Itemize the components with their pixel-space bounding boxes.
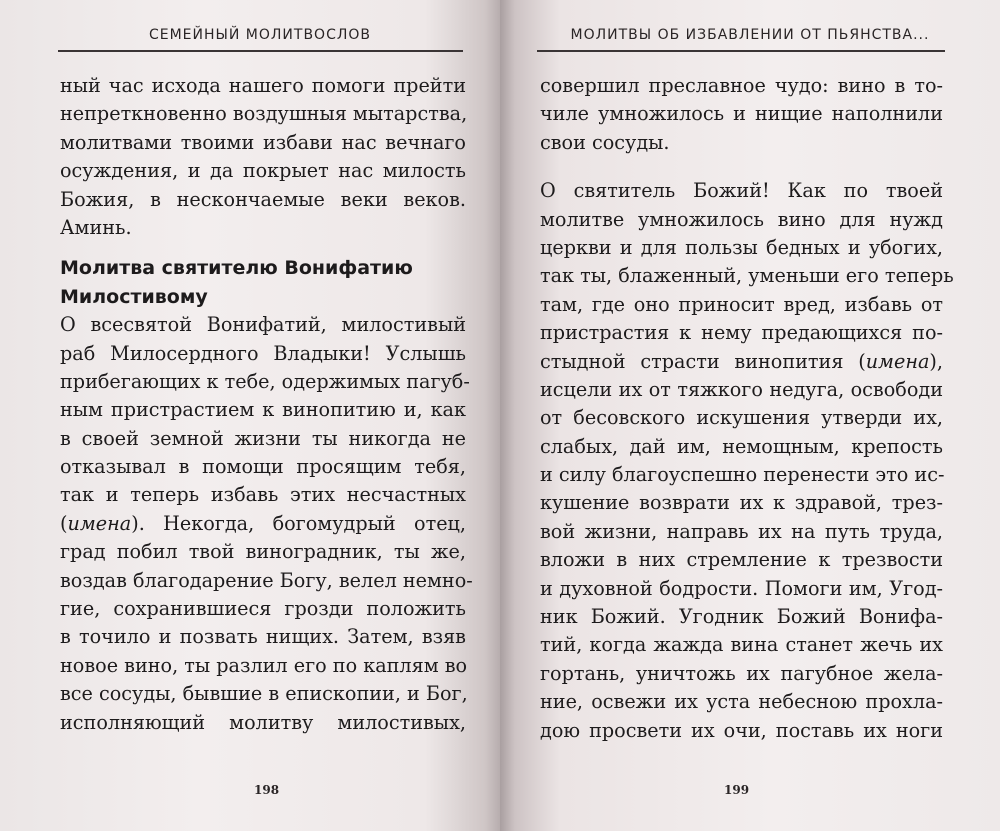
text-line: так и теперь избавь этих несчастных — [60, 483, 466, 507]
text-line — [540, 348, 943, 376]
left-header-rule — [58, 50, 463, 52]
text-line: так ты, блаженный, уменьши его теперь — [540, 264, 954, 288]
italic-name-placeholder: имена — [67, 511, 132, 535]
text-line: и силу благоуспешно перенести это ис- — [540, 463, 945, 487]
text-line: вложи в них стремление к трезвости — [540, 548, 943, 572]
right-page-text — [540, 72, 954, 745]
text-line: молитвами твоими избави нас вечнаго — [60, 130, 466, 154]
right-running-head: МОЛИТВЫ ОБ ИЗБАВЛЕНИИ ОТ ПЬЯНСТВА... — [570, 27, 930, 43]
text-line: Божия, в нескончаемые веки веков. — [60, 187, 466, 211]
text-line: ным пристрастием к винопитию и, как — [60, 398, 466, 422]
text-line: ние, освежи их уста небесною прохла- — [540, 690, 943, 714]
text-line: отказывал в помощи просящим тебя, — [60, 455, 466, 479]
text-fragment: стыдной страсти винопития ( — [540, 349, 866, 373]
text-line: слабых, дай им, немощным, крепость — [540, 434, 943, 458]
text-line: в своей земной жизни ты никогда не — [60, 426, 466, 450]
prayer-heading-line: Молитва святителю Вонифатию — [60, 257, 413, 280]
text-line: новое вино, ты разлил его по каплям во — [60, 653, 468, 677]
text-line: исцели их от тяжкого недуга, освободи — [540, 377, 943, 401]
text-line: исполняющий молитву милостивых, — [60, 710, 466, 734]
left-page-text — [60, 72, 473, 737]
text-line: чиле умножилось и нищие наполнили — [540, 102, 943, 126]
text-line: осуждения, и да покрыет нас милость — [60, 159, 466, 183]
text-line: прибегающих к тебе, одержимых пагуб- — [60, 369, 470, 393]
text-line: свои сосуды. — [540, 130, 670, 154]
right-header-rule — [537, 50, 945, 52]
text-line: О всесвятой Вонифатий, милостивый — [60, 313, 466, 337]
text-line: там, где оно приносит вред, избавь от — [540, 292, 943, 316]
text-fragment: ). Некогда, богомудрый отец, — [131, 511, 466, 535]
right-page-number: 199 — [724, 783, 750, 797]
text-line: (имена). Некогда, богомудрый отец, — [60, 511, 466, 535]
text-fragment: ), — [929, 349, 943, 373]
text-line: пристрастия к нему предающихся по- — [540, 321, 943, 345]
text-line: вой жизни, направь их на путь труда, — [540, 519, 943, 543]
text-line: непреткновенно воздушныя мытарства, — [60, 102, 468, 126]
text-line: О святитель Божий! Как по твоей — [540, 179, 943, 203]
right-page — [500, 0, 1000, 831]
text-line: и духовной бодрости. Помоги им, Угод- — [540, 576, 943, 600]
text-line: гортань, уничтожь их пагубное жела- — [540, 661, 943, 685]
prayer-heading-line: Милостивому — [60, 285, 208, 308]
text-line: дою просвети их очи, поставь их ноги — [540, 718, 943, 742]
text-line: совершил преславное чудо: вино в то- — [540, 74, 943, 97]
text-line: тий, когда жажда вина станет жечь их — [540, 633, 943, 657]
text-line: все сосуды, бывшие в епископии, и Бог, — [60, 682, 468, 706]
text-line: раб Милосердного Владыки! Услышь — [60, 341, 466, 365]
text-line: в точило и позвать нищих. Затем, взяв — [60, 625, 466, 649]
text-line: гие, сохранившиеся грозди положить — [60, 597, 466, 621]
text-line: от бесовского искушения утверди их, — [540, 406, 943, 430]
text-line: молитве умножилось вино для нужд — [540, 207, 943, 231]
italic-name-placeholder: имена — [865, 349, 930, 373]
text-line: церкви и для пользы бедных и убогих, — [540, 235, 943, 259]
left-running-head: СЕМЕЙНЫЙ МОЛИТВОСЛОВ — [148, 27, 372, 43]
text-line: ник Божий. Угодник Божий Вонифа- — [540, 605, 943, 629]
text-line: Аминь. — [60, 215, 132, 239]
text-line: воздав благодарение Богу, велел немно- — [60, 568, 473, 592]
text-line: кушение возврати их к здравой, трез- — [540, 491, 943, 515]
left-page-number: 198 — [254, 783, 280, 797]
text-line: ный час исхода нашего помоги прейти — [60, 74, 466, 97]
text-line: град побил твой виноградник, ты же, — [60, 540, 466, 564]
